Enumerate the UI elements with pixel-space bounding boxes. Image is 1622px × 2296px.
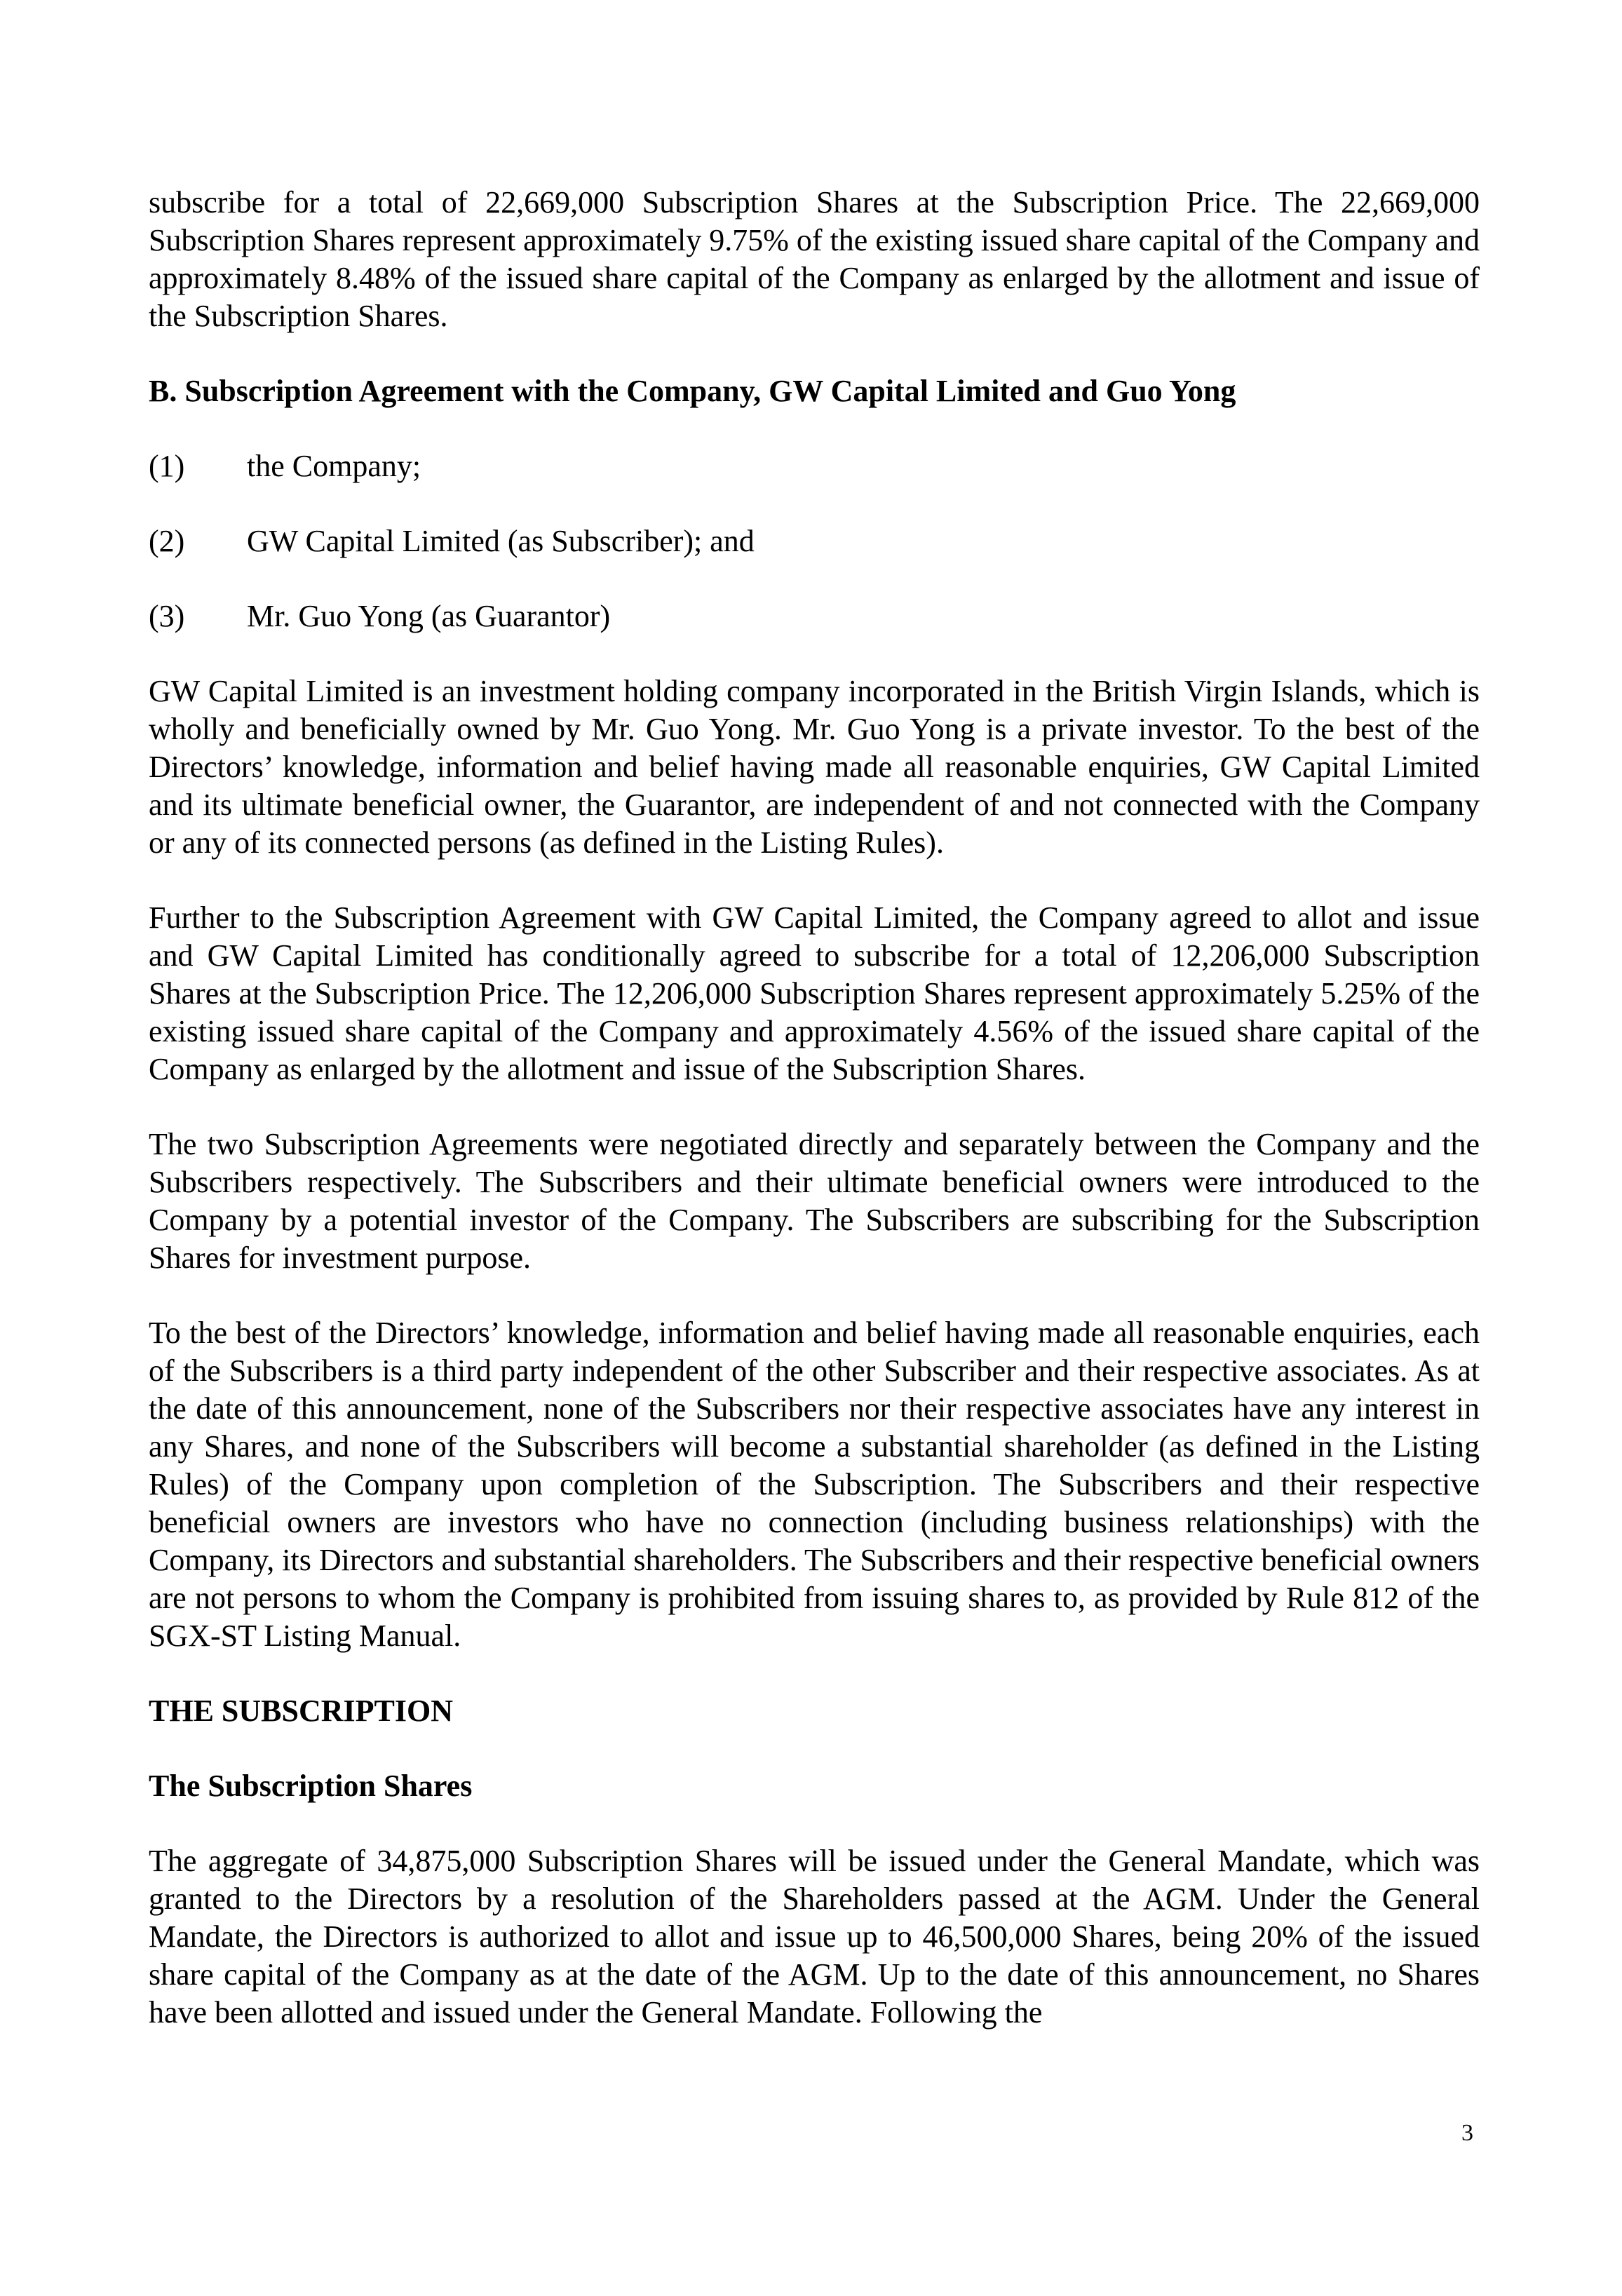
section-b-heading: B. Subscription Agreement with the Company, GW Capital Limited and Guo Yong	[149, 374, 1236, 408]
party-number: (2)	[149, 524, 185, 558]
the-subscription-heading: THE SUBSCRIPTION	[149, 1694, 454, 1728]
paragraph-two-agreements: The two Subscription Agreements were negotiated directly and separately between the Company and the Subscribers respectively. The Subscribers and their ultimate beneficial owners were introduced to the Company by a potential investor of the Company. The Subscribers are subscribing for the Subscription Shares for investment purpose.	[149, 1127, 1480, 1275]
paragraph-gw-capital: GW Capital Limited is an investment holding company incorporated in the British Virgin Islands, which is wholly and beneficially owned by Mr. Guo Yong. Mr. Guo Yong is a private investor. To the best of the Directors’ knowledge, information and belief having made all reasonable enquiries, GW Capital Limited and its ultimate beneficial owner, the Guarantor, are independent of and not connected with the Company or any of its connected persons (as defined in the Listing Rules).	[149, 674, 1480, 860]
page-number: 3	[1461, 2120, 1473, 2146]
document-body	[149, 184, 1480, 2032]
party-list-item	[149, 522, 1480, 560]
party-number: (1)	[149, 449, 185, 483]
party-text: the Company;	[247, 449, 421, 483]
paragraph-subscription-total: subscribe for a total of 22,669,000 Subscription Shares at the Subscription Price. The 22,669,000 Subscription Shares represent approximately 9.75% of the existing issued share capital of the Company and approximately 8.48% of the issued share capital of the Company as enlarged by the allotment and issue of the Subscription Shares.	[149, 185, 1480, 333]
paragraph-further-agreement: Further to the Subscription Agreement with GW Capital Limited, the Company agreed to allot and issue and GW Capital Limited has conditionally agreed to subscribe for a total of 12,206,000 Subscription Shares at the Subscription Price. The 12,206,000 Subscription Shares represent approximately 5.25% of the existing issued share capital of the Company and approximately 4.56% of the issued share capital of the Company as enlarged by the allotment and issue of the Subscription Shares.	[149, 900, 1480, 1086]
party-text: Mr. Guo Yong (as Guarantor)	[247, 599, 611, 633]
paragraph-independence: To the best of the Directors’ knowledge, information and belief having made all reasonable enquiries, each of the Subscribers is a third party independent of the other Subscriber and their respective associates. As at the date of this announcement, none of the Subscribers nor their respective associates have any interest in any Shares, and none of the Subscribers will become a substantial shareholder (as defined in the Listing Rules) of the Company upon completion of the Subscription. The Subscribers and their respective beneficial owners are investors who have no connection (including business relationships) with the Company, its Directors and substantial shareholders. The Subscribers and their respective beneficial owners are not persons to whom the Company is prohibited from issuing shares to, as provided by Rule 812 of the SGX-ST Listing Manual.	[149, 1316, 1480, 1653]
subscription-shares-heading: The Subscription Shares	[149, 1769, 473, 1803]
paragraph-general-mandate: The aggregate of 34,875,000 Subscription Shares will be issued under the General Mandate, which was granted to the Directors by a resolution of the Shareholders passed at the AGM. Under the General Mandate, the Directors is authorized to allot and issue up to 46,500,000 Shares, being 20% of the issued share capital of the Company as at the date of the AGM. Up to the date of this announcement, no Shares have been allotted and issued under the General Mandate. Following the	[149, 1844, 1480, 2030]
party-list-item	[149, 597, 1480, 635]
party-list-item	[149, 447, 1480, 485]
party-text: GW Capital Limited (as Subscriber); and	[247, 524, 755, 558]
party-number: (3)	[149, 599, 185, 633]
